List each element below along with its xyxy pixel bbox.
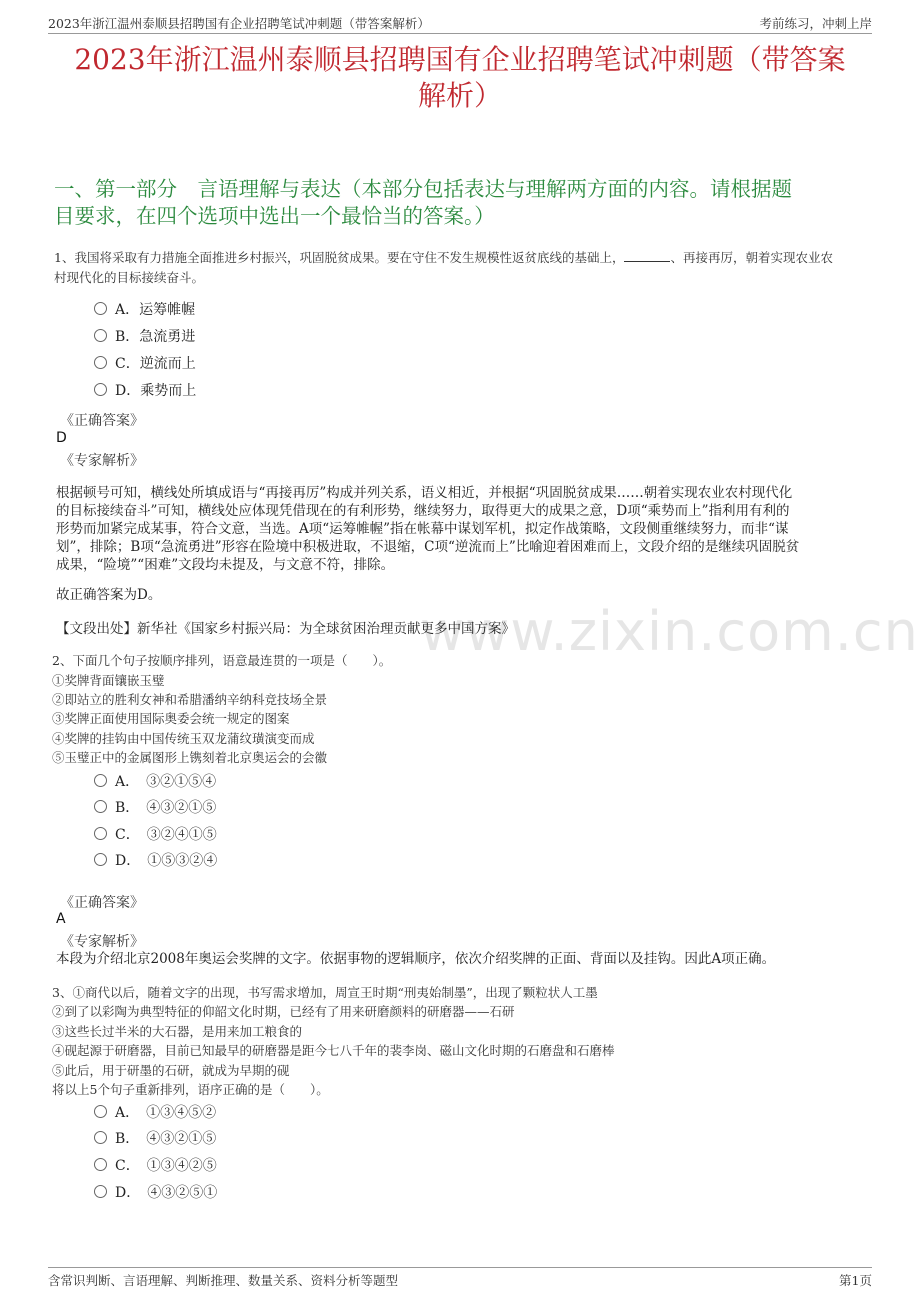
option-label: C． ①③④②⑤ xyxy=(115,1158,217,1174)
question-2-stem: 2、下面几个句子按顺序排列，语意最连贯的一项是（ ）。 xyxy=(52,653,392,668)
question-1-text-a: 1、我国将采取有力措施全面推进乡村振兴，巩固脱贫成果。要在守住不发生规模性返贫底线的基础上， xyxy=(54,250,625,265)
radio-icon[interactable] xyxy=(94,1131,107,1144)
question-1-option-b[interactable] xyxy=(94,327,195,347)
option-label: A． ③②①⑤④ xyxy=(115,774,217,790)
question-3-item: ②到了以彩陶为典型特征的仰韶文化时期，已经有了用来研磨颜料的研磨器——石研 xyxy=(52,1004,515,1019)
question-1-analysis xyxy=(56,484,866,574)
radio-icon[interactable] xyxy=(94,383,107,396)
radio-icon[interactable] xyxy=(94,302,107,315)
section-heading xyxy=(54,176,874,230)
question-1-conclusion: 故正确答案为D。 xyxy=(56,587,162,603)
analysis-line: 形势而加紧完成某事，符合文意，当选。A项“运筹帷幄”指在帐幕中谋划军机，拟定作战策略，文段侧重继续努力，而非“谋 xyxy=(56,521,789,537)
question-2-option-c[interactable] xyxy=(94,825,217,845)
option-label: D． ④③②⑤① xyxy=(115,1185,218,1201)
page-number: 第1页 xyxy=(839,1273,872,1288)
question-1-source: 【文段出处】新华社《国家乡村振兴局：为全球贫困治理贡献更多中国方案》 xyxy=(56,621,515,637)
section-heading-line-2: 目要求，在四个选项中选出一个最恰当的答案。） xyxy=(54,204,495,228)
radio-icon[interactable] xyxy=(94,1105,107,1118)
question-1-option-a[interactable] xyxy=(94,300,195,320)
question-3-item: 3、①商代以后，随着文字的出现，书写需求增加，周宣王时期“刑夷始制墨”，出现了颗粒状人工墨 xyxy=(52,985,598,1000)
question-2-option-a[interactable] xyxy=(94,772,216,792)
option-label: A． ①③④⑤② xyxy=(115,1105,217,1121)
footer-topics: 含常识判断、言语理解、判断推理、数量关系、资料分析等题型 xyxy=(48,1273,399,1288)
option-label: A．运筹帷幄 xyxy=(115,302,196,318)
radio-icon[interactable] xyxy=(94,329,107,342)
question-2-analysis-label: 《专家解析》 xyxy=(60,934,144,950)
header-slogan: 考前练习，冲刺上岸 xyxy=(759,16,872,31)
question-2-option-d[interactable] xyxy=(94,851,217,871)
question-3-item: ⑤此后，用于研墨的石研，就成为早期的砚 xyxy=(52,1063,290,1078)
analysis-line: 成果，“险境”“困难”文段均未提及，与文意不符，排除。 xyxy=(56,557,395,573)
analysis-line: 根据顿号可知，横线处所填成语与“再接再厉”构成并列关系，语义相近，并根据“巩固脱贫成果……朝着实现农业农村现代化 xyxy=(56,485,793,501)
analysis-line: 划”，排除；B项“急流勇进”形容在险境中积极进取，不退缩，C项“逆流而上”比喻迎着困难而上，文段介绍的是继续巩固脱贫 xyxy=(56,539,800,555)
radio-icon[interactable] xyxy=(94,1158,107,1171)
page-title xyxy=(48,42,872,114)
question-3-option-a[interactable] xyxy=(94,1103,216,1123)
footer-divider xyxy=(48,1267,872,1268)
question-3-item: ③这些长过半米的大石器，是用来加工粮食的 xyxy=(52,1024,303,1039)
radio-icon[interactable] xyxy=(94,800,107,813)
analysis-line: 的目标接续奋斗”可知，横线处应体现凭借现在的有利形势，继续努力，取得更大的成果之意，D项“乘势而上”指利用有利的 xyxy=(56,503,790,519)
radio-icon[interactable] xyxy=(94,1185,107,1198)
radio-icon[interactable] xyxy=(94,356,107,369)
radio-icon[interactable] xyxy=(94,827,107,840)
option-label: D．乘势而上 xyxy=(115,383,197,399)
question-1-analysis-label: 《专家解析》 xyxy=(60,453,144,469)
question-2-answer: A xyxy=(56,911,66,927)
option-label: D． ①⑤③②④ xyxy=(115,853,218,869)
question-3-option-c[interactable] xyxy=(94,1156,217,1176)
header-divider xyxy=(48,33,872,34)
question-1-option-c[interactable] xyxy=(94,354,196,374)
option-label: C． ③②④①⑤ xyxy=(115,827,217,843)
question-3-option-b[interactable] xyxy=(94,1129,216,1149)
option-label: B． ④③②①⑤ xyxy=(115,1131,217,1147)
option-label: B．急流勇进 xyxy=(115,329,196,345)
question-2-item: ⑤玉璧正中的金属图形上镌刻着北京奥运会的会徽 xyxy=(52,750,328,765)
question-1-option-d[interactable] xyxy=(94,381,196,401)
question-2-option-b[interactable] xyxy=(94,798,216,818)
question-3-stem: 将以上5个句子重新排列，语序正确的是（ ）。 xyxy=(52,1082,329,1097)
question-1-answer: D xyxy=(56,430,67,446)
question-1-answer-label: 《正确答案》 xyxy=(60,413,144,429)
question-3-option-d[interactable] xyxy=(94,1183,217,1203)
page-title-line-1: 2023年浙江温州泰顺县招聘国有企业招聘笔试冲刺题（带答案 xyxy=(74,43,846,76)
header-doc-title: 2023年浙江温州泰顺县招聘国有企业招聘笔试冲刺题（带答案解析） xyxy=(48,16,430,31)
radio-icon[interactable] xyxy=(94,853,107,866)
question-2-item: ②即站立的胜利女神和希腊潘纳辛纳科竞技场全景 xyxy=(52,692,328,707)
question-1-text-b: 、再接再厉，朝着实现农业农 xyxy=(670,250,833,265)
question-2-analysis: 本段为介绍北京2008年奥运会奖牌的文字。依据事物的逻辑顺序，依次介绍奖牌的正面、背面以及挂钩。因此A项正确。 xyxy=(56,951,776,967)
question-2-item: ④奖牌的挂钩由中国传统玉双龙蒲纹璜演变而成 xyxy=(52,731,315,746)
option-label: C．逆流而上 xyxy=(115,356,196,372)
answer-blank xyxy=(624,251,670,262)
section-heading-line-1: 一、第一部分 言语理解与表达（本部分包括表达与理解两方面的内容。请根据题 xyxy=(54,177,792,201)
question-2-item: ①奖牌背面镶嵌玉璧 xyxy=(52,673,165,688)
page-title-line-2: 解析） xyxy=(417,79,502,112)
question-3-item: ④砚起源于研磨器，目前已知最早的研磨器是距今七八千年的裴李岗、磁山文化时期的石磨盘和石磨棒 xyxy=(52,1043,615,1058)
question-2-item: ③奖牌正面使用国际奥委会统一规定的图案 xyxy=(52,711,290,726)
question-2-answer-label: 《正确答案》 xyxy=(60,895,144,911)
option-label: B． ④③②①⑤ xyxy=(115,800,217,816)
radio-icon[interactable] xyxy=(94,774,107,787)
question-1-stem xyxy=(54,248,874,288)
question-1-text-line-2: 村现代化的目标接续奋斗。 xyxy=(54,270,205,285)
watermark: www.zixin.com.cn xyxy=(420,600,919,663)
